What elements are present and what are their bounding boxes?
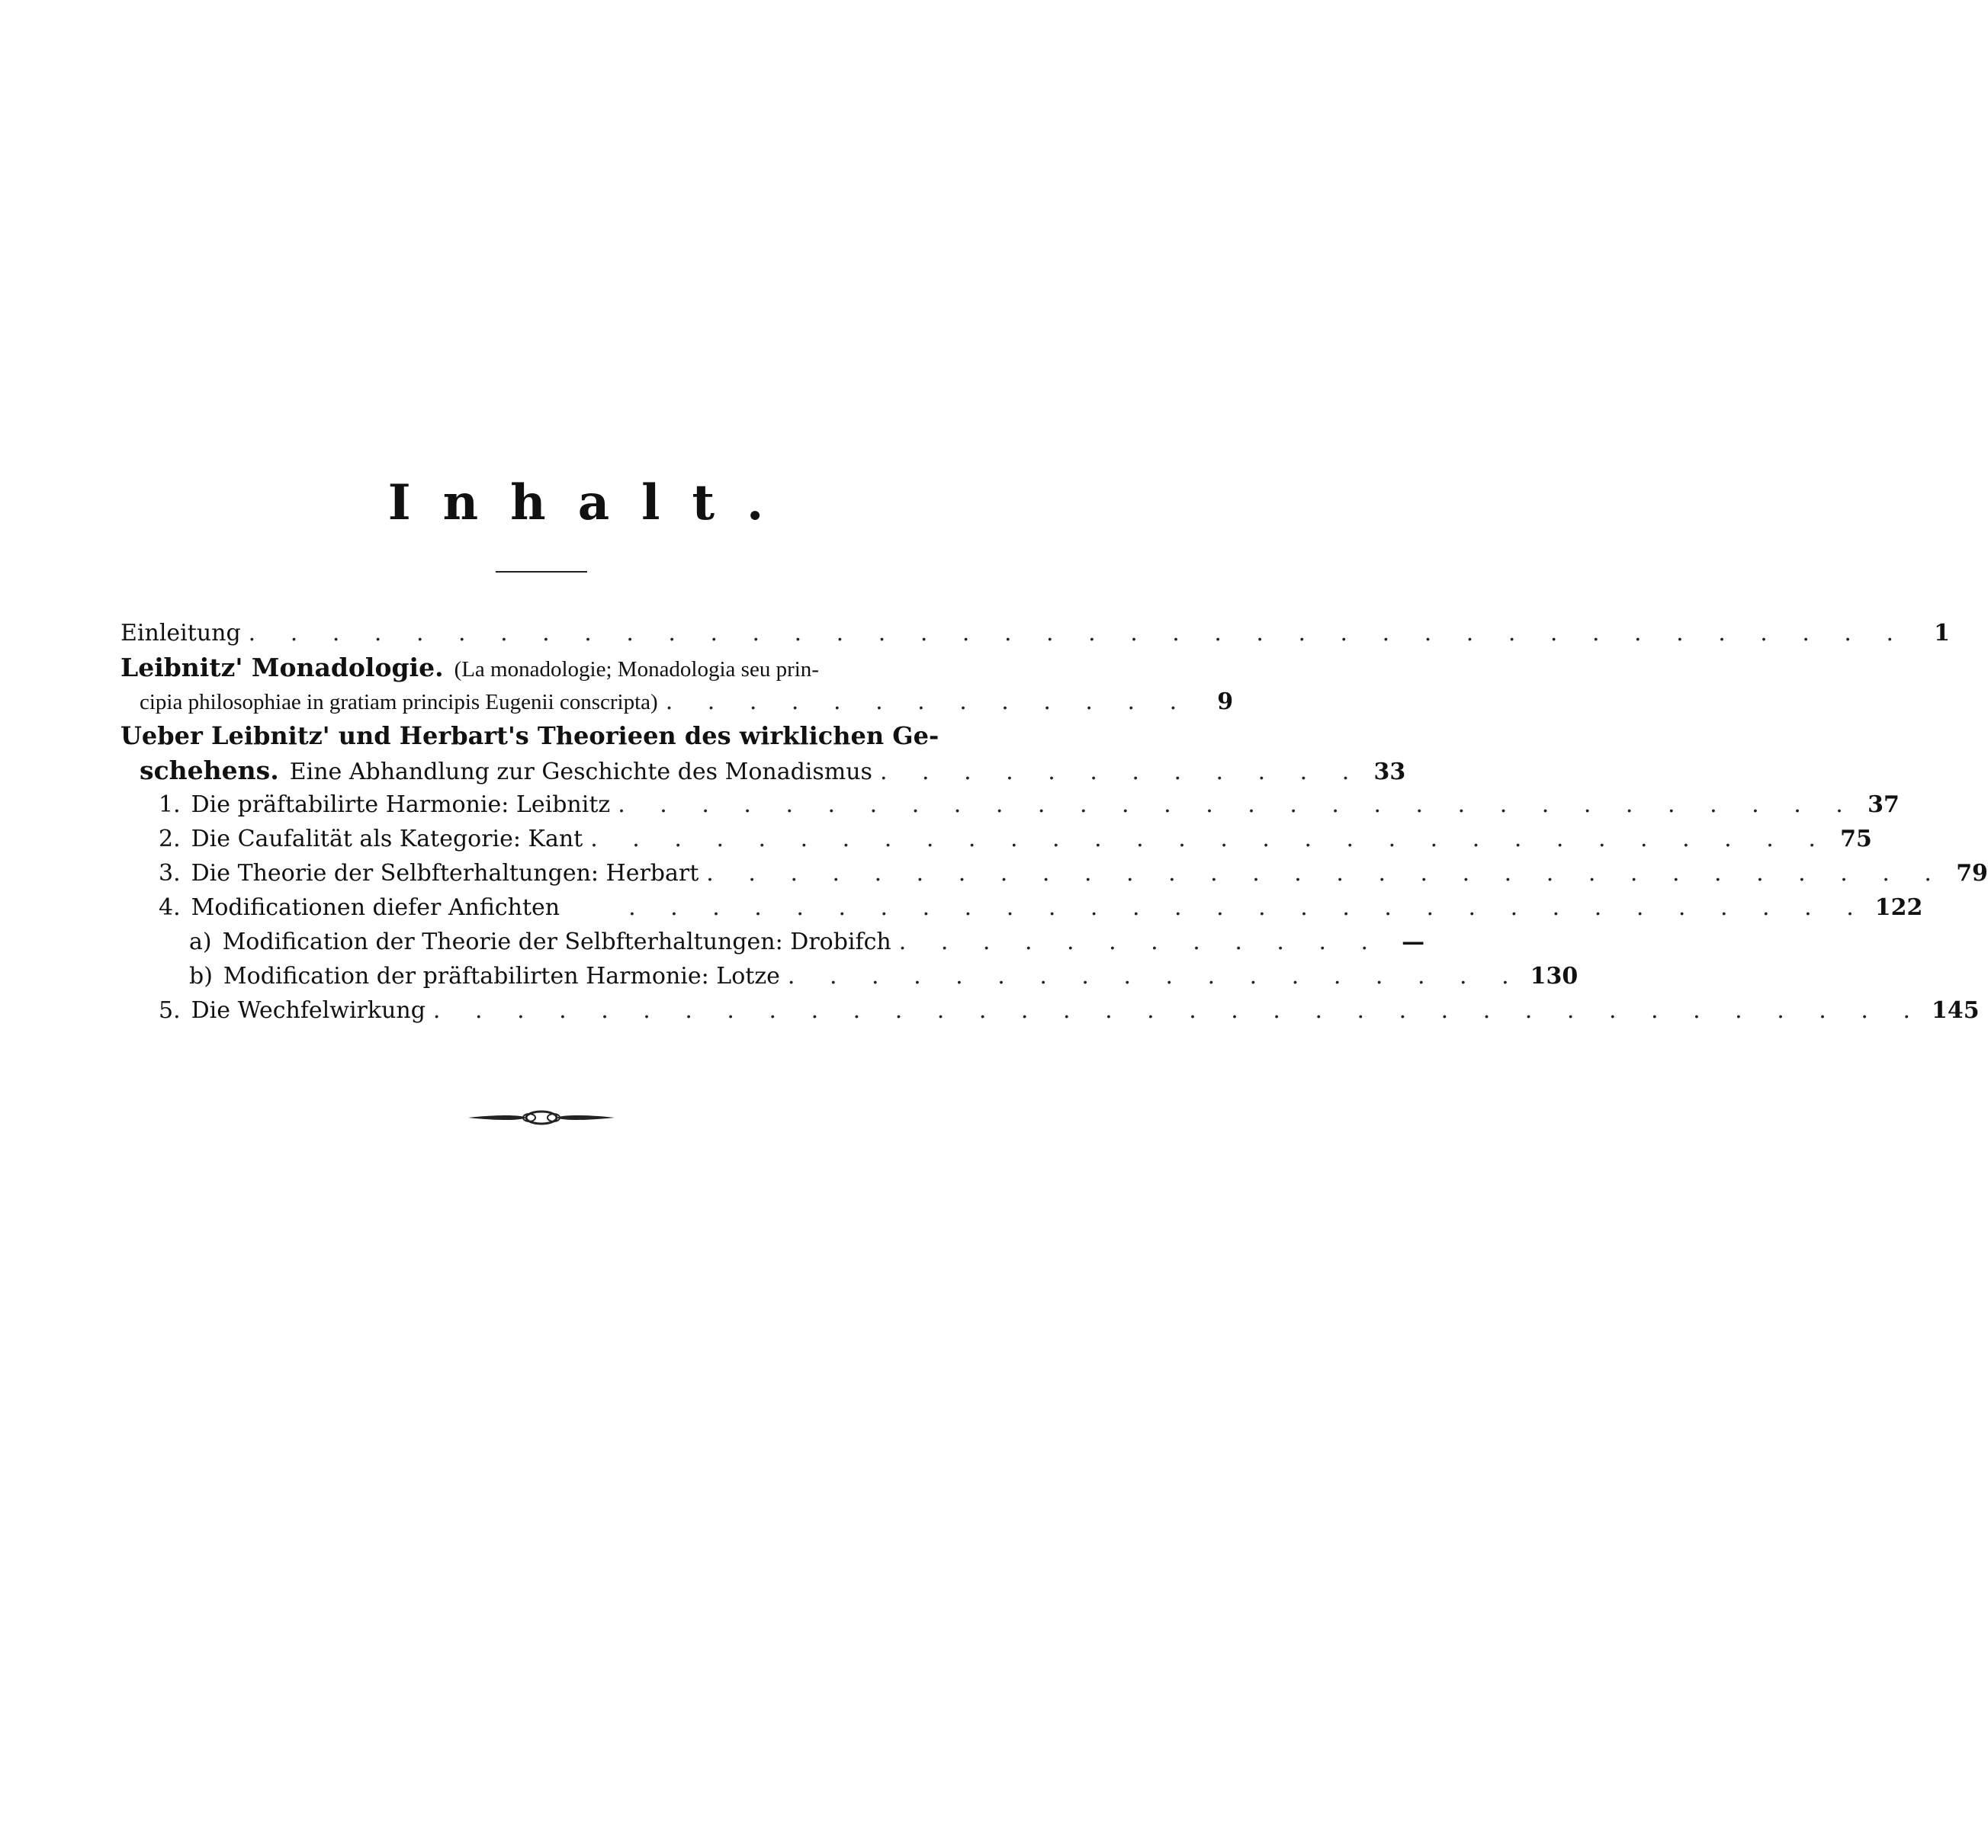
toc-entry-monadologie bbox=[120, 650, 967, 685]
toc-page-number: 130 bbox=[1530, 963, 1579, 990]
toc-latin-title: (La monadologie; Monadologia seu prin- bbox=[454, 657, 819, 682]
toc-label: Die präftabilirte Harmonie: Leibnitz bbox=[191, 791, 611, 818]
toc-entry-item-2 bbox=[120, 822, 1872, 856]
toc-page-number: 122 bbox=[1874, 894, 1923, 921]
toc-page-number: 145 bbox=[1932, 997, 1980, 1024]
toc-entry-item-4 bbox=[120, 890, 1923, 925]
dot-leader: . . . . . . . . . . . . . . . . . . . . . . . . . . . . . . . . . . . . bbox=[432, 997, 1924, 1024]
dot-leader: . . . . . . . . . . . . . . . . . . . . . . . . . . . . . . bbox=[618, 791, 1857, 818]
toc-entry-item-3 bbox=[120, 856, 1988, 890]
table-of-contents bbox=[120, 616, 1988, 1028]
toc-entry-item-1 bbox=[120, 788, 1900, 822]
toc-page-number: 1 bbox=[1934, 620, 1951, 646]
dot-leader: . . . . . . . . . . . . . . . . . . . . . . . . . . . . . . bbox=[628, 894, 1868, 921]
toc-label: Die Caufalität als Kategorie: Kant bbox=[191, 826, 583, 852]
toc-page-number: 75 bbox=[1840, 826, 1872, 852]
toc-page-number: 79 bbox=[1956, 860, 1988, 887]
toc-subitem-letter: b) bbox=[189, 963, 213, 990]
toc-label: Modification der präftabilirten Harmonie: Lotze bbox=[223, 963, 780, 990]
toc-subitem-letter: a) bbox=[189, 929, 212, 955]
toc-label: Modificationen diefer Anfichten bbox=[191, 894, 560, 921]
dot-leader: . . . . . . . . . . . . bbox=[898, 929, 1383, 955]
toc-entry-item-5 bbox=[120, 993, 1980, 1028]
ornament-divider bbox=[467, 1107, 616, 1128]
toc-subtitle: Eine Abhandlung zur Geschichte des Monadismus bbox=[289, 759, 872, 785]
toc-entry-theorieen bbox=[120, 719, 967, 753]
toc-heading: Ueber Leibnitz' und Herbart's Theorieen des wirklichen Ge- bbox=[120, 721, 939, 750]
toc-entry-theorieen-continued bbox=[120, 753, 1406, 788]
title-rule bbox=[496, 571, 587, 573]
toc-entry-monadologie-continued bbox=[120, 685, 1234, 719]
toc-label: Einleitung bbox=[120, 620, 241, 646]
toc-item-number: 5. bbox=[159, 997, 181, 1024]
dot-leader: . . . . . . . . . . . . . . . . . . . . . . . . . . . . . . . . . . . . . . . . bbox=[248, 620, 1908, 646]
page-title: Inhalt. bbox=[387, 474, 796, 531]
toc-heading: Leibnitz' Monadologie. bbox=[120, 653, 444, 682]
toc-label: Die Wechfelwirkung bbox=[191, 997, 426, 1024]
toc-page-number: 9 bbox=[1217, 688, 1234, 715]
toc-item-number: 2. bbox=[159, 826, 181, 852]
toc-page-number: 37 bbox=[1868, 791, 1900, 818]
toc-latin-title-continued: cipia philosophiae in gratiam principis Eugenii conscripta) bbox=[140, 690, 658, 714]
toc-heading-continued: schehens. bbox=[140, 756, 279, 785]
toc-entry-subitem-a bbox=[120, 925, 1425, 959]
dot-leader: . . . . . . . . . . . . bbox=[879, 759, 1363, 785]
toc-entry-subitem-b bbox=[120, 959, 1579, 993]
toc-entry-einleitung bbox=[120, 616, 1951, 650]
toc-label: Modification der Theorie der Selbfterhaltungen: Drobifch bbox=[222, 929, 891, 955]
dot-leader: . . . . . . . . . . . . . . . . . . . . . . . . . . . . . . bbox=[590, 826, 1829, 852]
toc-item-number: 1. bbox=[159, 791, 181, 818]
dot-leader: . . . . . . . . . . . . . . . . . . bbox=[787, 963, 1523, 990]
toc-label: Die Theorie der Selbfterhaltungen: Herbart bbox=[191, 860, 699, 887]
toc-item-number: 4. bbox=[159, 894, 181, 921]
dot-leader: . . . . . . . . . . . . . . . . . . . . . . . . . . . . . . bbox=[706, 860, 1945, 887]
dot-leader: . . . . . . . . . . . . . bbox=[665, 688, 1191, 715]
toc-item-number: 3. bbox=[159, 860, 181, 887]
toc-page-number: — bbox=[1402, 929, 1425, 955]
toc-page-number: 33 bbox=[1373, 759, 1406, 785]
